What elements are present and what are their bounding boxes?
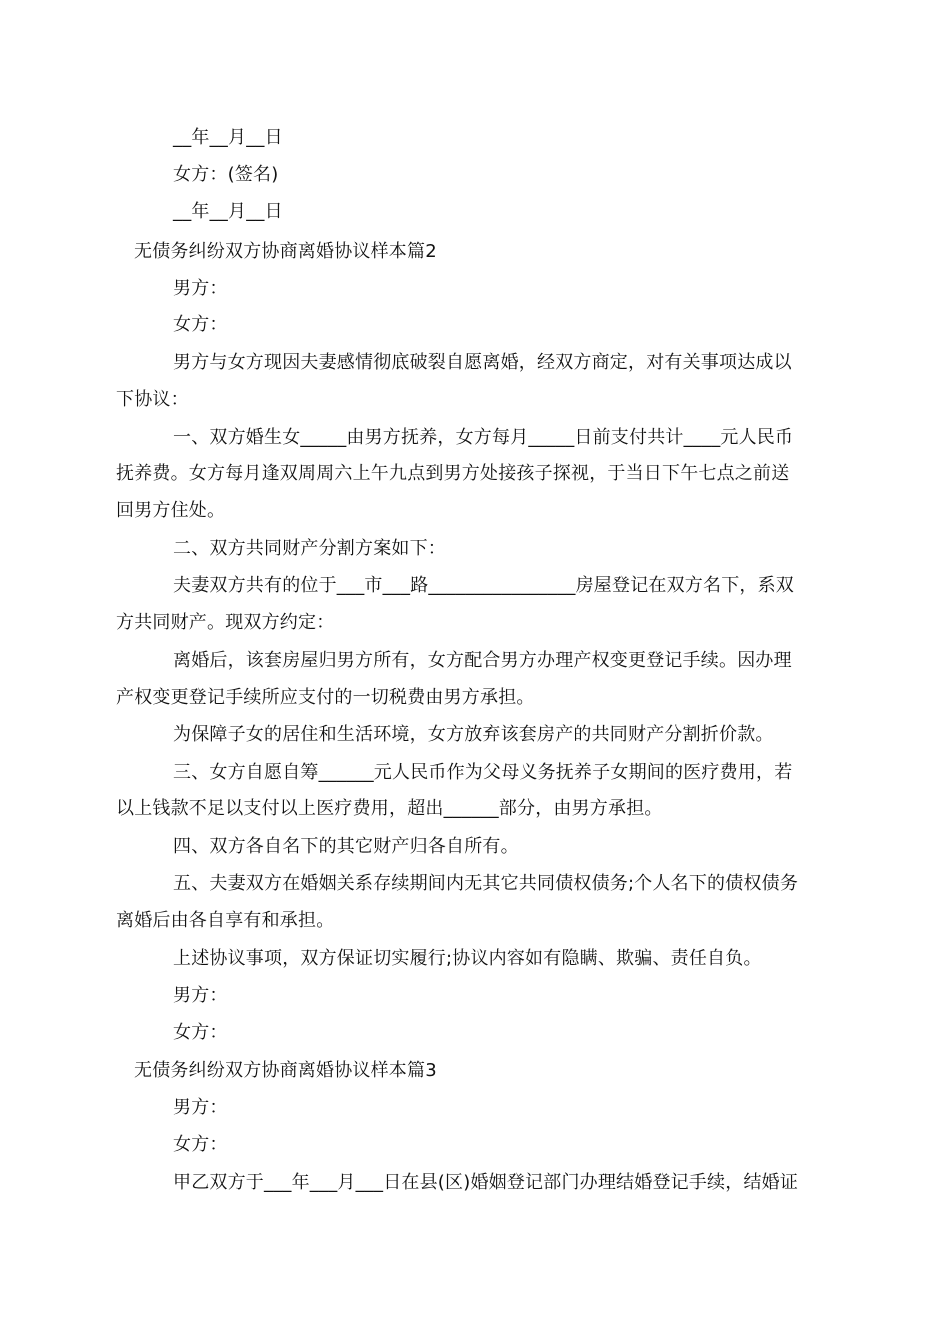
paragraph-line: 离婚后，该套房屋归男方所有，女方配合男方办理产权变更登记手续。因办理 [173, 650, 792, 671]
date-line: __年__月__日 [173, 201, 283, 222]
clause-1: 一、双方婚生女_____由男方抚养，女方每月_____日前支付共计____元人民币 [173, 427, 794, 448]
section-heading-3: 无债务纠纷双方协商离婚协议样本篇3 [134, 1060, 437, 1081]
female-signature: 女方：(签名) [173, 164, 279, 185]
female-party-label: 女方： [173, 314, 228, 335]
paragraph-line: 为保障子女的居住和生活环境，女方放弃该套房产的共同财产分割折价款。 [173, 724, 774, 745]
paragraph-line: 夫妻双方共有的位于___市___路________________房屋登记在双方名下，系双 [173, 575, 794, 596]
female-party-label: 女方： [173, 1022, 228, 1043]
clause-3: 三、女方自愿自筹______元人民币作为父母义务抚养子女期间的医疗费用，若 [173, 762, 793, 783]
paragraph-line: 方共同财产。现双方约定： [116, 612, 335, 633]
male-party-label: 男方： [173, 1097, 228, 1118]
section-heading-2: 无债务纠纷双方协商离婚协议样本篇2 [134, 241, 437, 262]
paragraph-line: 产权变更登记手续所应支付的一切税费由男方承担。 [116, 687, 535, 708]
paragraph-line: 甲乙双方于___年___月___日在县(区)婚姻登记部门办理结婚登记手续，结婚证 [173, 1172, 799, 1193]
date-line: __年__月__日 [173, 127, 283, 148]
paragraph-line: 下协议： [116, 389, 189, 410]
clause-5: 五、夫妻双方在婚姻关系存续期间内无其它共同债权债务;个人名下的债权债务 [173, 873, 799, 894]
clause-2: 二、双方共同财产分割方案如下： [173, 538, 446, 559]
female-party-label: 女方： [173, 1134, 228, 1155]
paragraph-line: 离婚后由各自享有和承担。 [116, 910, 335, 931]
paragraph-line: 男方与女方现因夫妻感情彻底破裂自愿离婚，经双方商定，对有关事项达成以 [173, 352, 792, 373]
male-party-label: 男方： [173, 278, 228, 299]
male-party-label: 男方： [173, 985, 228, 1006]
paragraph-line: 以上钱款不足以支付以上医疗费用，超出______部分，由男方承担。 [116, 798, 663, 819]
paragraph-line: 上述协议事项，双方保证切实履行;协议内容如有隐瞒、欺骗、责任自负。 [173, 948, 762, 969]
paragraph-line: 抚养费。女方每月逢双周周六上午九点到男方处接孩子探视，于当日下午七点之前送 [116, 463, 790, 484]
clause-4: 四、双方各自名下的其它财产归各自所有。 [173, 836, 519, 857]
paragraph-line: 回男方住处。 [116, 500, 226, 521]
